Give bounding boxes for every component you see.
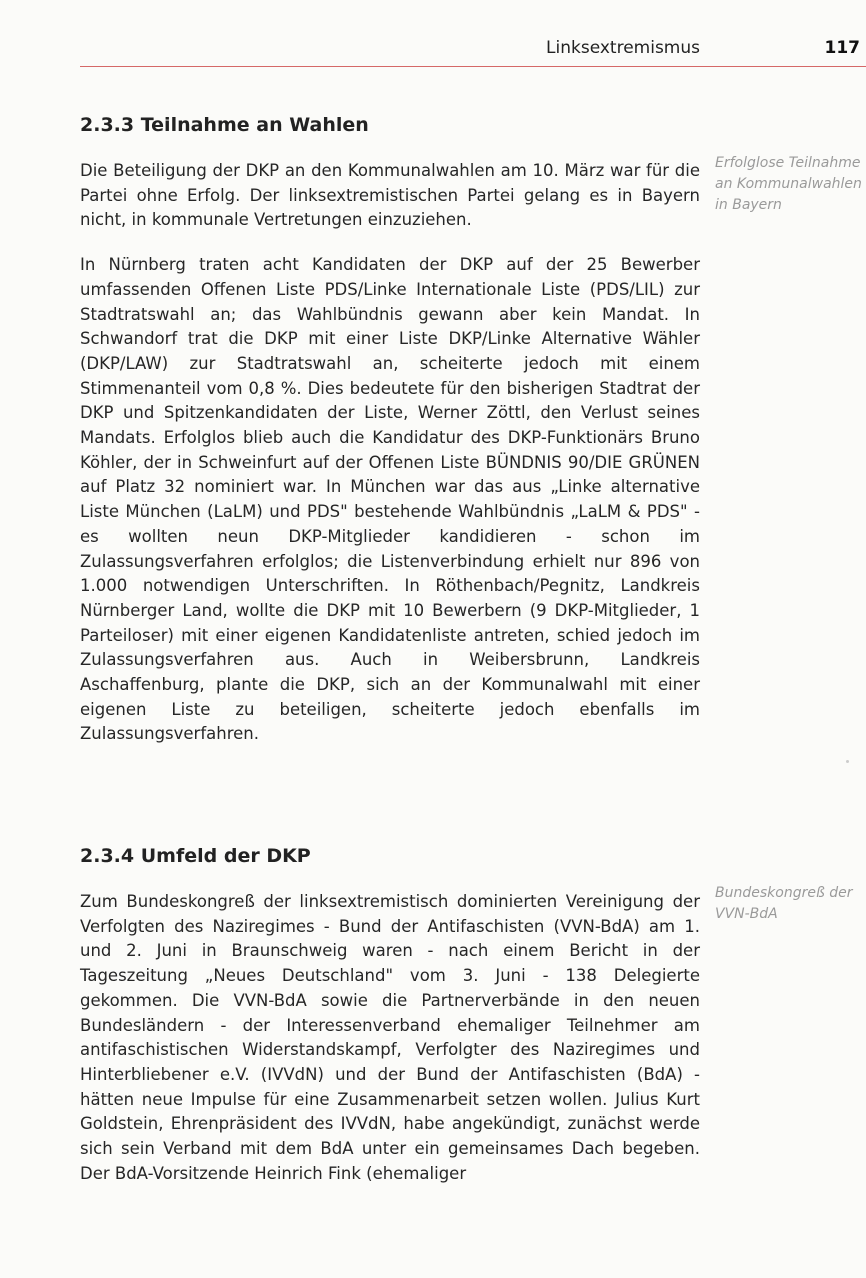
section-title: Teilnahme an Wahlen	[140, 114, 369, 136]
section-heading	[80, 112, 700, 138]
section-umfeld-der-dkp	[80, 843, 700, 1186]
section-heading	[80, 843, 700, 869]
section-number: 2.3.4	[80, 845, 135, 867]
margin-note: Bundeskongreß der VVN-BdA	[715, 885, 853, 922]
page-header	[0, 0, 866, 70]
paragraph: In Nürnberg traten acht Kandidaten der DKP auf der 25 Bewerber umfassenden Offenen Liste PDS/Linke Internationale Liste (PDS/LIL) zur Stadtratswahl an; das Wahlbündnis gewann aber kein Mandat. In Schwandorf trat die DKP mit einer Liste DKP/Linke Alternative Wähler (DKP/LAW) zur Stadtratswahl an, scheiterte jedoch mit einem Stimmenanteil vom 0,8 %. Dies bedeutete für den bisherigen Stadtrat der DKP und Spitzenkandidaten der Liste, Werner Zöttl, den Verlust seines Mandats. Erfolglos blieb auch die Kandidatur des DKP-Funktionärs Bruno Köhler, der in Schweinfurt auf der Offenen Liste BÜNDNIS 90/DIE GRÜNEN auf Platz 32 nominiert war. In München war das aus „Linke alternative Liste München (LaLM) und PDS" bestehende Wahlbündnis „LaLM & PDS" - es wollten neun DKP-Mitglieder kandidieren - schon im Zulassungsverfahren erfolglos; die Listenverbindung erhielt nur 896 von 1.000 notwendigen Unterschriften. In Röthenbach/Pegnitz, Landkreis Nürnberger Land, wollte die DKP mit 10 Bewerbern (9 DKP-Mitglieder, 1 Parteiloser) mit einer eigenen Kandidatenliste antreten, schied jedoch im Zulassungsverfahren aus. Auch in Weibersbrunn, Landkreis Aschaffenburg, plante die DKP, sich an der Kommunalwahl mit einer eigenen Liste zu beteiligen, scheiterte jedoch ebenfalls im Zulassungsverfahren.	[80, 255, 700, 744]
margin-note: Erfolglose Teilnahme an Kommunalwahlen in Bayern	[715, 155, 862, 213]
section-teilnahme-an-wahlen	[80, 112, 700, 747]
running-head: Linksextremismus	[546, 38, 700, 58]
header-rule	[80, 66, 866, 67]
paragraph: Zum Bundeskongreß der linksextremistisch dominierten Vereinigung der Verfolgten des Naziregimes - Bund der Antifaschisten (VVN-BdA) am 1. und 2. Juni in Braunschweig waren - nach einem Bericht in der Tageszeitung „Neues Deutschland" vom 3. Juni - 138 Delegierte gekommen. Die VVN-BdA sowie die Partnerverbände in den neuen Bundesländern - der Interessenverband ehemaliger Teilnehmer am antifaschistischen Widerstandskampf, Verfolgter des Naziregimes und Hinterbliebener e.V. (IVVdN) und der Bund der Antifaschisten (BdA) - hätten neue Impulse für eine Zusammenarbeit setzen wollen. Julius Kurt Goldstein, Ehrenpräsident des IVVdN, habe angekündigt, zunächst werde sich sein Verband mit dem BdA unter ein gemeinsames Dach begeben. Der BdA-Vorsitzende Heinrich Fink (ehemaliger	[80, 892, 700, 1183]
page-number: 117	[824, 38, 860, 58]
paragraph: Die Beteiligung der DKP an den Kommunalwahlen am 10. März war für die Partei ohne Erfolg. Der linksextremistischen Partei gelang es in Bayern nicht, in kommunale Vertretungen einzuziehen.	[80, 161, 700, 230]
section-title: Umfeld der DKP	[140, 845, 311, 867]
section-number: 2.3.3	[80, 114, 135, 136]
speck	[846, 760, 849, 763]
